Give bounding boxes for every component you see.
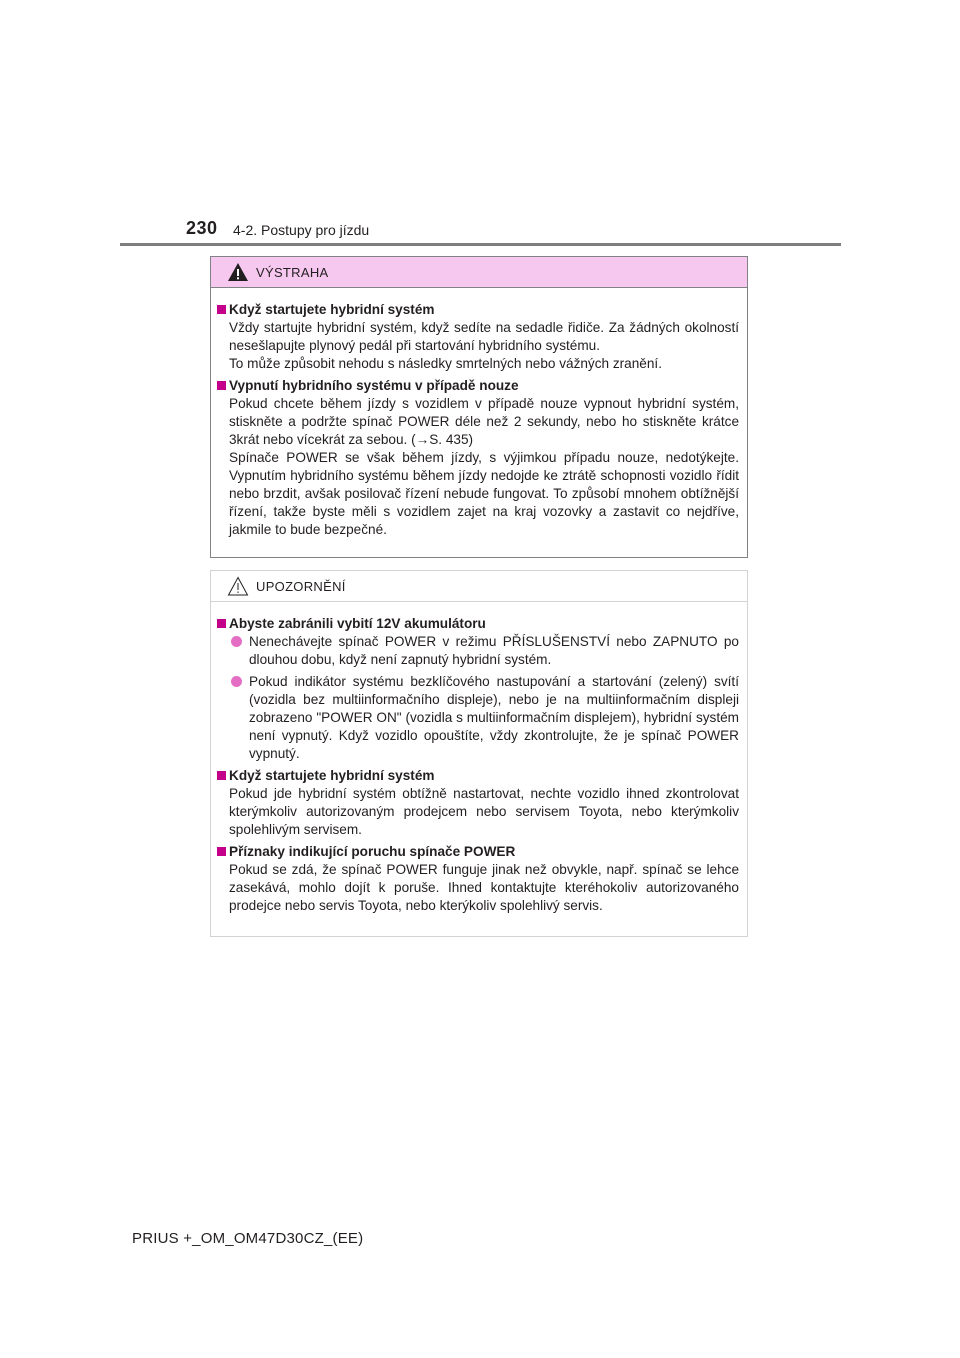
warning-item-title — [217, 377, 739, 395]
warning-label: VÝSTRAHA — [256, 265, 329, 280]
footer-document-id: PRIUS +_OM_OM47D30CZ_(EE) — [132, 1230, 364, 1247]
bullet-text: Nenechávejte spínač POWER v režimu PŘÍSLUŠENSTVÍ nebo ZAPNUTO po dlouhou dobu, když není zapnutý hybridní systém. — [249, 634, 739, 667]
square-marker-icon — [217, 619, 226, 628]
caution-item-title-text: Když startujete hybridní systém — [229, 768, 435, 783]
warning-item-text: Vždy startujte hybridní systém, když sedíte na sedadle řidiče. Za žádných okolností nesešlapujte plynový pedál při startování hybridního systému. — [229, 320, 739, 353]
caution-item-title — [217, 843, 739, 861]
caution-label: UPOZORNĚNÍ — [256, 579, 346, 594]
warning-item-title — [217, 301, 739, 319]
caution-item-text: Pokud jde hybridní systém obtížně nastartovat, nechte vozidlo ihned zkontrolovat kterýmkoliv autorizovaným prodejcem nebo servisem Toyota, nebo kterýmkoliv spolehlivým servisem. — [229, 786, 739, 837]
bullet-dot-icon — [231, 676, 242, 687]
warning-triangle-icon — [227, 262, 249, 282]
caution-item-title-text: Příznaky indikující poruchu spínače POWER — [229, 844, 516, 859]
caution-item — [217, 767, 739, 839]
caution-item — [217, 615, 739, 763]
caution-item-text: Pokud se zdá, že spínač POWER funguje jinak než obvykle, např. spínač se lehce zasekává, mohlo dojít k poruše. Ihned kontaktujte kteréhokoliv autorizovaného prodejce nebo servis Toyota, nebo kterýkoliv spolehlivý servis. — [229, 862, 739, 913]
square-marker-icon — [217, 771, 226, 780]
bullet-item — [217, 673, 739, 763]
section-title: 4-2. Postupy pro jízdu — [233, 222, 370, 238]
caution-item-title-text: Abyste zabránili vybití 12V akumulátoru — [229, 616, 486, 631]
bullet-dot-icon — [231, 636, 242, 647]
caution-header — [211, 571, 747, 602]
caution-box — [210, 570, 748, 937]
square-marker-icon — [217, 847, 226, 856]
warning-header — [211, 257, 747, 288]
warning-box — [210, 256, 748, 558]
caution-item-title — [217, 767, 739, 785]
warning-item-text: Pokud chcete během jízdy s vozidlem v případě nouze vypnout hybridní systém, stiskněte a podržte spínač POWER déle než 2 sekundy, nebo ho stiskněte krátce 3krát nebo vícekrát za sebou. (→S. 435) — [229, 396, 739, 447]
bullet-item — [217, 633, 739, 669]
square-marker-icon — [217, 381, 226, 390]
caution-item-title — [217, 615, 739, 633]
square-marker-icon — [217, 305, 226, 314]
warning-item — [217, 301, 739, 373]
page-number: 230 — [186, 218, 218, 238]
warning-item-text: Spínače POWER se však během jízdy, s výjimkou případu nouze, nedotýkejte. Vypnutím hybridního systému během jízdy nedojde ke ztrátě schopnosti vozidlo řídit nebo brzdit, avšak posilovač řízení nebude fungovat. To způsobí mnohem obtížnější řízení, takže byste měli s vozidlem zajet na kraj vozovky a zastavit co nejdříve, jakmile to bude bezpečné. — [229, 450, 739, 537]
warning-item — [217, 377, 739, 539]
warning-item-text: To může způsobit nehodu s následky smrtelných nebo vážných zranění. — [229, 356, 662, 371]
bullet-text: Pokud indikátor systému bezklíčového nastupování a startování (zelený) svítí (vozidla bez multiinformačního displeje), nebo je na multiinformačním displeji zobrazeno "POWER ON" (vozidla s multiinformačním displejem), hybridní systém není vypnutý. Když vozidlo opouštíte, vždy zkontrolujte, že je spínač POWER vypnutý. — [249, 674, 739, 761]
caution-item — [217, 843, 739, 915]
header-rule — [120, 243, 841, 246]
warning-item-title-text: Když startujete hybridní systém — [229, 302, 435, 317]
warning-item-title-text: Vypnutí hybridního systému v případě nouze — [229, 378, 519, 393]
caution-triangle-icon — [227, 576, 249, 596]
caution-body — [211, 602, 747, 915]
warning-body — [211, 288, 747, 539]
